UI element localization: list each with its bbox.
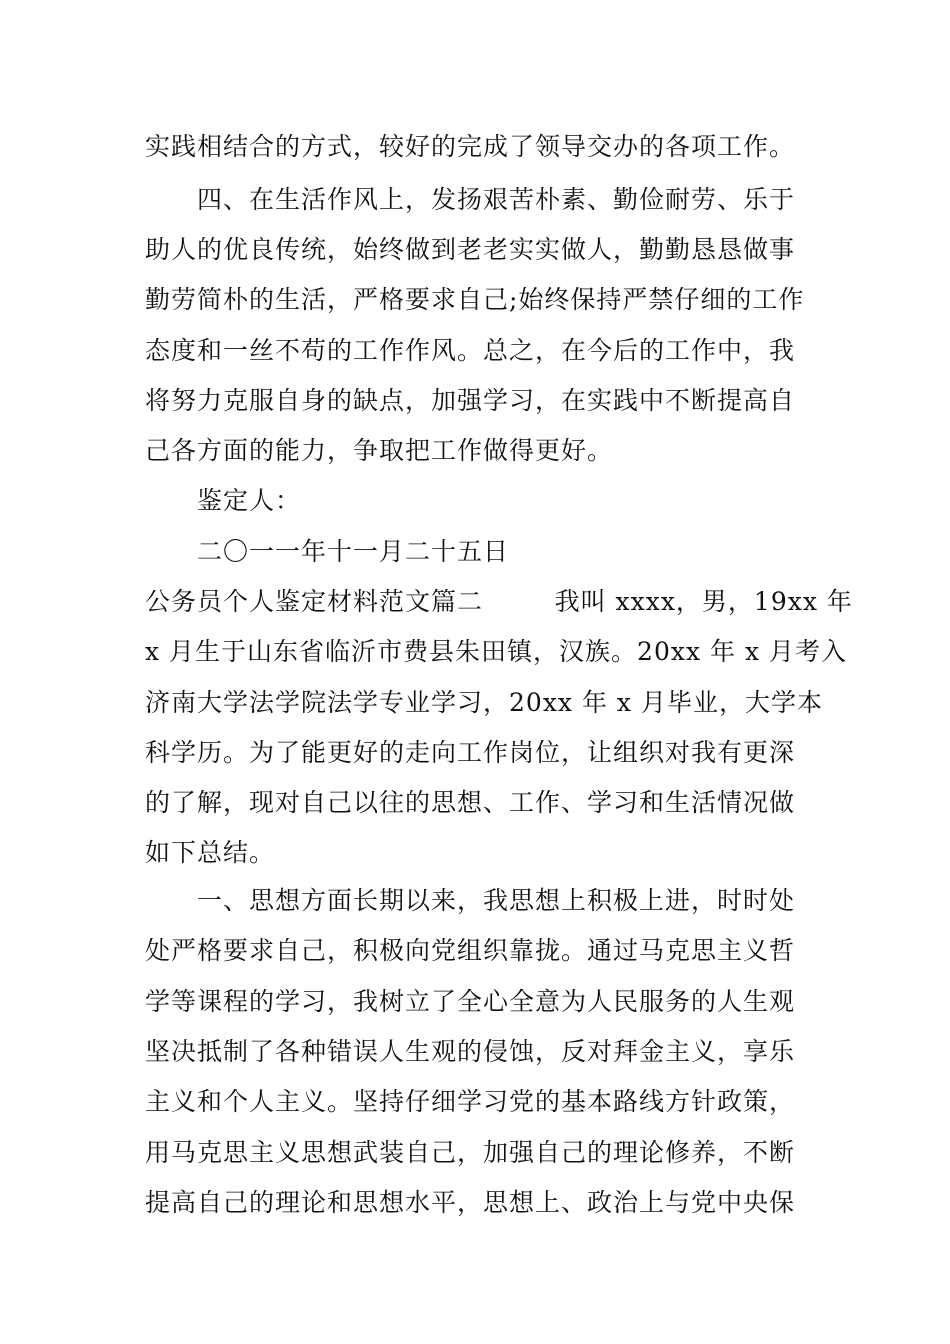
text-line: 将努力克服自身的缺点，加强学习，在实践中不断提高自 <box>145 386 796 415</box>
section-title-line: 公务员个人鉴定材料范文篇二 我叫 xxxx，男，19xx 年 <box>145 587 853 616</box>
text-line: 助人的优良传统，始终做到老老实实做人，勤勤恳恳做事 <box>145 235 796 264</box>
text-line: 学等课程的学习，我树立了全心全意为人民服务的人生观 <box>145 987 796 1016</box>
text-line: 如下总结。 <box>145 838 276 867</box>
text-line: 济南大学法学院法学专业学习，20xx 年 x 月毕业，大学本 <box>145 688 823 717</box>
date-line: 二〇一一年十一月二十五日 <box>197 537 510 566</box>
text-line: 主义和个人主义。坚持仔细学习党的基本路线方针政策， <box>145 1087 796 1116</box>
text-line: 四、在生活作风上，发扬艰苦朴素、勤俭耐劳、乐于 <box>197 185 796 214</box>
text-line: 坚决抵制了各种错误人生观的侵蚀，反对拜金主义，享乐 <box>145 1037 796 1066</box>
text-line: 科学历。为了能更好的走向工作岗位，让组织对我有更深 <box>145 738 796 767</box>
text-line: 提高自己的理论和思想水平，思想上、政治上与党中央保 <box>145 1188 796 1217</box>
text-line: 处严格要求自己，积极向党组织靠拢。通过马克思主义哲 <box>145 936 796 965</box>
text-line: 一、思想方面长期以来，我思想上积极上进，时时处 <box>197 886 796 915</box>
text-line: 的了解，现对自己以往的思想、工作、学习和生活情况做 <box>145 788 796 817</box>
signer-label: 鉴定人： <box>197 486 302 515</box>
text-line: x 月生于山东省临沂市费县朱田镇，汉族。20xx 年 x 月考入 <box>145 637 847 666</box>
text-line: 实践相结合的方式，较好的完成了领导交办的各项工作。 <box>145 132 796 161</box>
text-line: 己各方面的能力，争取把工作做得更好。 <box>145 436 614 465</box>
text-line: 用马克思主义思想武装自己，加强自己的理论修养，不断 <box>145 1138 796 1167</box>
text-line: 态度和一丝不苟的工作作风。总之，在今后的工作中，我 <box>145 336 796 365</box>
text-line: 勤劳简朴的生活，严格要求自己;始终保持严禁仔细的工作 <box>145 285 805 314</box>
